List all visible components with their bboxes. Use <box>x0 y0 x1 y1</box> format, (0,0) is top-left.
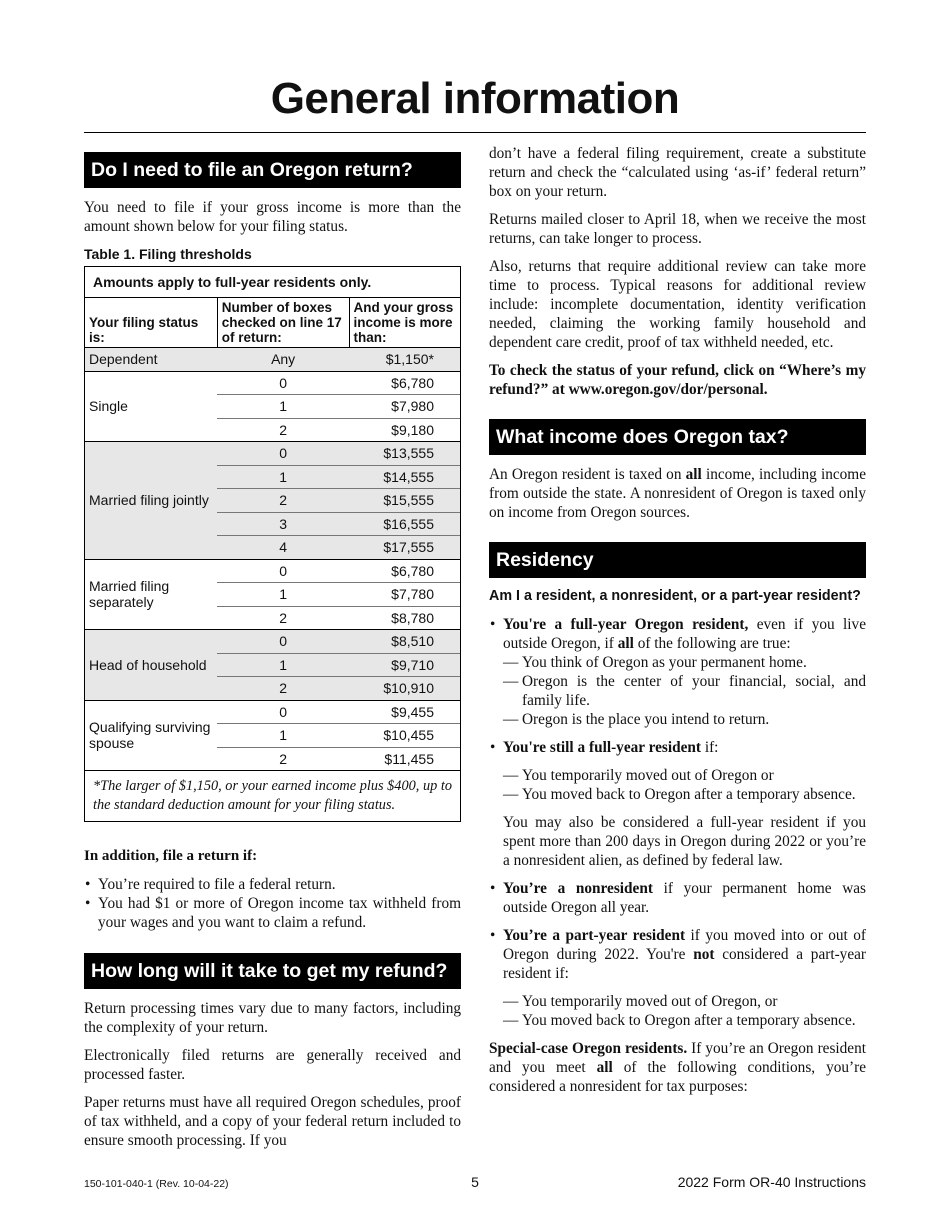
list-item: • You had $1 or more of Oregon income tax withheld from your wages and you want to claim a refund. <box>84 894 461 932</box>
income-cell: $8,780 <box>349 606 461 630</box>
boxes-cell: Any <box>217 348 349 372</box>
section-heading-refund: How long will it take to get my refund? <box>84 953 461 989</box>
boxes-cell: 2 <box>217 677 349 701</box>
filing-status-cell: Dependent <box>85 348 218 372</box>
table-caption: Table 1. Filing thresholds <box>84 246 252 262</box>
boxes-cell: 0 <box>217 700 349 724</box>
residency-list-4 <box>489 926 866 983</box>
column-header-boxes: Number of boxes checked on line 17 of return: <box>217 298 349 348</box>
form-number: 150-101-040-1 (Rev. 10-04-22) <box>84 1178 229 1190</box>
income-cell: $6,780 <box>349 559 461 583</box>
dash-item: — You temporarily moved out of Oregon or <box>489 766 866 785</box>
title-divider <box>84 132 866 133</box>
list-item-still-resident: • You're still a full-year resident if: <box>489 738 866 757</box>
section-heading-file-return: Do I need to file an Oregon return? <box>84 152 461 188</box>
dash-item: — You moved back to Oregon after a temporary absence. <box>489 785 866 804</box>
dash-item: — You temporarily moved out of Oregon, or <box>489 992 866 1011</box>
dash-item: — You think of Oregon as your permanent home. <box>489 653 866 672</box>
boxes-cell: 0 <box>217 442 349 466</box>
table-row <box>85 442 461 466</box>
form-title: 2022 Form OR-40 Instructions <box>677 1174 866 1190</box>
list-item-nonresident: • You’re a nonresident if your permanent home was outside Oregon all year. <box>489 879 866 917</box>
filing-status-cell: Married filing separately <box>85 559 218 630</box>
left-column <box>84 144 461 1150</box>
table-footnote: *The larger of $1,150, or your earned income plus $400, up to the standard deduction amount for your filing status. <box>85 771 461 822</box>
income-cell: $16,555 <box>349 512 461 536</box>
income-cell: $10,455 <box>349 724 461 748</box>
filing-status-cell: Head of household <box>85 630 218 701</box>
dash-item: — You moved back to Oregon after a temporary absence. <box>489 1011 866 1030</box>
income-cell: $11,455 <box>349 747 461 771</box>
dash-item: — Oregon is the place you intend to return. <box>489 710 866 729</box>
income-paragraph: An Oregon resident is taxed on all income, including income from outside the state. A nonresident of Oregon is taxed only on income from Oregon sources. <box>489 466 866 521</box>
table-footnote-row <box>85 771 461 822</box>
income-cell: $7,980 <box>349 395 461 419</box>
filing-status-cell: Qualifying surviving spouse <box>85 700 218 771</box>
page-title: General information <box>270 74 680 123</box>
income-cell: $9,180 <box>349 418 461 442</box>
income-cell: $15,555 <box>349 489 461 513</box>
income-cell: $1,150* <box>349 348 461 372</box>
income-cell: $7,780 <box>349 583 461 607</box>
income-cell: $9,710 <box>349 653 461 677</box>
income-cell: $13,555 <box>349 442 461 466</box>
boxes-cell: 1 <box>217 465 349 489</box>
boxes-cell: 2 <box>217 747 349 771</box>
continued-paragraph: don’t have a federal filing requirement, create a substitute return and check the “calculated using ‘as-if’ federal return” box on your return. <box>489 145 866 200</box>
april-paragraph: Returns mailed closer to April 18, when we receive the most returns, can take longer to process. <box>489 211 866 247</box>
residency-list <box>489 615 866 653</box>
residency-list-2 <box>489 738 866 757</box>
filing-status-cell: Single <box>85 371 218 442</box>
list-item-part-year-resident: • You’re a part-year resident if you moved into or out of Oregon during 2022. You're not considered a part-year resident if: <box>489 926 866 983</box>
right-column <box>489 144 866 1096</box>
boxes-cell: 2 <box>217 489 349 513</box>
income-cell: $6,780 <box>349 371 461 395</box>
boxes-cell: 0 <box>217 630 349 654</box>
refund-paragraph-3: Paper returns must have all required Oregon schedules, proof of tax withheld, and a copy of your federal return included to ensure smooth processing. If you <box>84 1094 461 1149</box>
table-row <box>85 348 461 372</box>
column-header-income: And your gross income is more than: <box>349 298 461 348</box>
refund-paragraph-2: Electronically filed returns are generally received and processed faster. <box>84 1047 461 1083</box>
refund-status-paragraph: To check the status of your refund, click on “Where’s my refund?” at www.oregon.gov/dor/personal. <box>489 362 866 398</box>
special-case-paragraph: Special-case Oregon residents. If you’re an Oregon resident and you meet all of the following conditions, you’re considered a nonresident for tax purposes: <box>489 1040 866 1095</box>
boxes-cell: 1 <box>217 583 349 607</box>
boxes-cell: 2 <box>217 418 349 442</box>
boxes-cell: 2 <box>217 606 349 630</box>
column-header-status: Your filing status is: <box>85 298 218 348</box>
refund-paragraph-1: Return processing times vary due to many factors, including the complexity of your return. <box>84 1000 461 1036</box>
boxes-cell: 1 <box>217 653 349 677</box>
boxes-cell: 0 <box>217 371 349 395</box>
dash-item: — Oregon is the center of your financial, social, and family life. <box>489 672 866 710</box>
residency-list-3 <box>489 879 866 917</box>
addition-label: In addition, file a return if: <box>84 848 258 864</box>
income-cell: $10,910 <box>349 677 461 701</box>
full-year-note: You may also be considered a full-year resident if you spent more than 200 days in Oregon during 2022 or you’re a nonresident alien, as defined by federal law. <box>503 814 866 869</box>
addition-list <box>84 875 461 932</box>
table-note: Amounts apply to full-year residents only. <box>85 267 461 298</box>
list-item-full-year-resident: • You're a full-year Oregon resident, even if you live outside Oregon, if all of the following are true: <box>489 615 866 653</box>
section-heading-income: What income does Oregon tax? <box>489 419 866 455</box>
review-paragraph: Also, returns that require additional review can take more time to process. Typical reasons for additional review include: incomplete documentation, identity verification needed, claiming the working family household and dependent care credit, proof of tax withheld needed, etc. <box>489 258 866 351</box>
filing-thresholds-table <box>84 266 461 822</box>
income-cell: $17,555 <box>349 536 461 560</box>
boxes-cell: 0 <box>217 559 349 583</box>
residency-question: Am I a resident, a nonresident, or a part-year resident? <box>489 588 861 604</box>
section-heading-residency: Residency <box>489 542 866 578</box>
page-number: 5 <box>471 1174 479 1190</box>
table-row <box>85 700 461 724</box>
filing-status-cell: Married filing jointly <box>85 442 218 560</box>
table-row <box>85 630 461 654</box>
list-item: • You’re required to file a federal return. <box>84 875 461 894</box>
income-cell: $8,510 <box>349 630 461 654</box>
boxes-cell: 3 <box>217 512 349 536</box>
boxes-cell: 4 <box>217 536 349 560</box>
intro-paragraph: You need to file if your gross income is more than the amount shown below for your filing status. <box>84 199 461 235</box>
income-cell: $9,455 <box>349 700 461 724</box>
table-row <box>85 559 461 583</box>
income-cell: $14,555 <box>349 465 461 489</box>
boxes-cell: 1 <box>217 724 349 748</box>
boxes-cell: 1 <box>217 395 349 419</box>
table-row <box>85 371 461 395</box>
